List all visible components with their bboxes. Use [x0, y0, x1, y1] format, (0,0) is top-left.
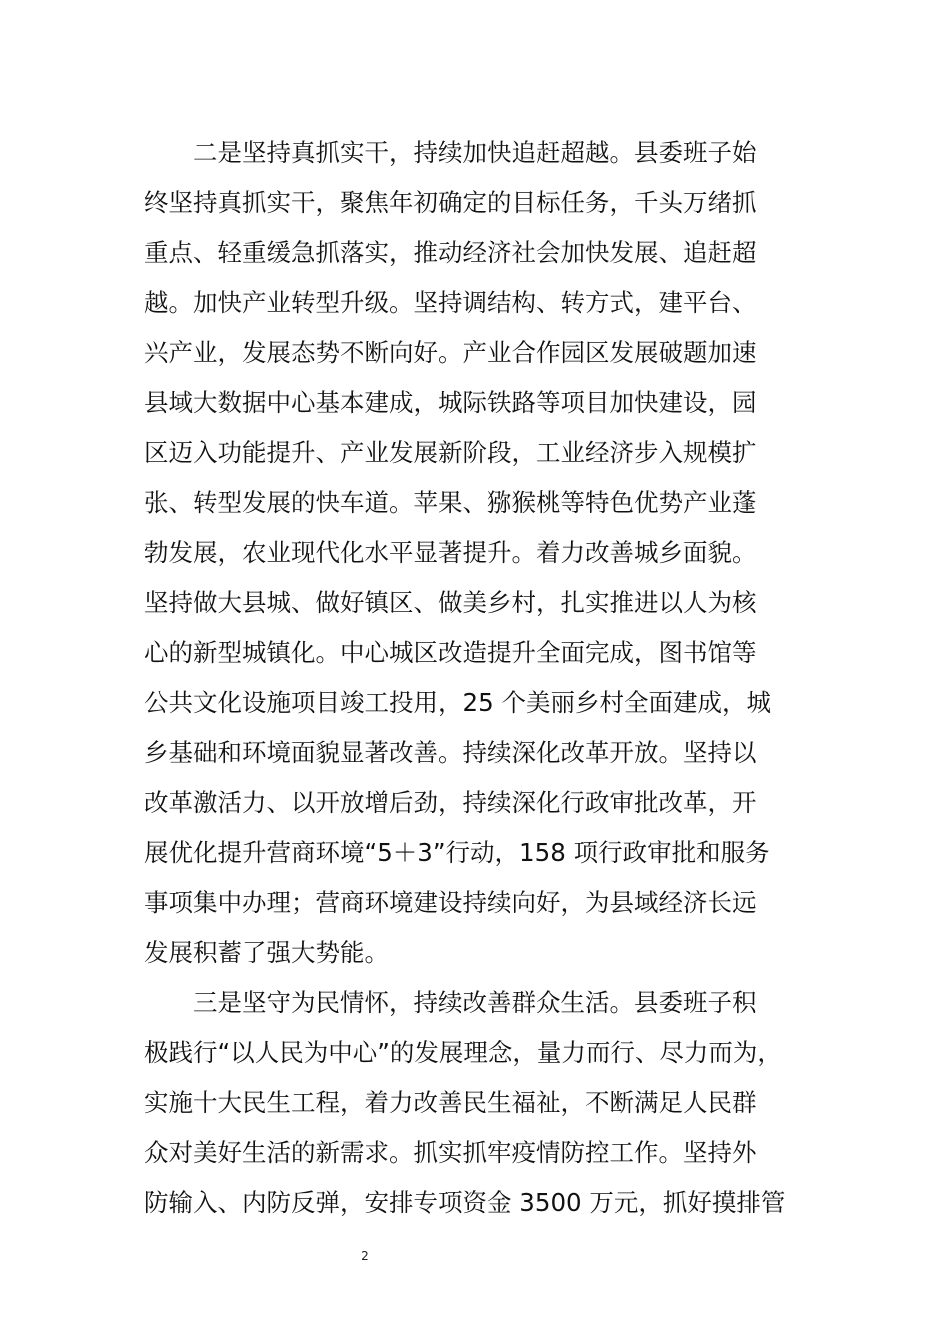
- paragraph-1-line-6: 县域大数据中心基本建成，城际铁路等项目加快建设，园: [144, 388, 757, 417]
- paragraph-1-line-2: 终坚持真抓实干，聚焦年初确定的目标任务，千头万绪抓: [144, 188, 757, 217]
- paragraph-1-line-17: 发展积蓄了强大势能。: [144, 938, 389, 967]
- paragraph-2-line-4: 众对美好生活的新需求。抓实抓牢疫情防控工作。坚持外: [144, 1138, 757, 1167]
- paragraph-2-line-5: 防输入、内防反弹，安排专项资金 3500 万元，抓好摸排管: [144, 1188, 786, 1217]
- page-number: 2: [361, 1249, 369, 1263]
- paragraph-2-line-2: 极践行“以人民为中心”的发展理念，量力而行、尽力而为，: [144, 1038, 782, 1067]
- paragraph-1-line-11: 心的新型城镇化。中心城区改造提升全面完成，图书馆等: [144, 638, 757, 667]
- paragraph-1-line-14: 改革激活力、以开放增后劲，持续深化行政审批改革，开: [144, 788, 757, 817]
- paragraph-1-line-9: 勃发展，农业现代化水平显著提升。着力改善城乡面貌。: [144, 538, 757, 567]
- paragraph-1-line-12: 公共文化设施项目竣工投用，25 个美丽乡村全面建成，城: [144, 688, 771, 717]
- paragraph-1-line-4: 越。加快产业转型升级。坚持调结构、转方式，建平台、: [144, 288, 757, 317]
- paragraph-1-line-3: 重点、轻重缓急抓落实，推动经济社会加快发展、追赶超: [144, 238, 757, 267]
- paragraph-1-line-1: 二是坚持真抓实干，持续加快追赶超越。县委班子始: [193, 138, 757, 167]
- paragraph-2-line-3: 实施十大民生工程，着力改善民生福祉，不断满足人民群: [144, 1088, 757, 1117]
- paragraph-1-line-16: 事项集中办理；营商环境建设持续向好，为县域经济长远: [144, 888, 757, 917]
- paragraph-2-line-1: 三是坚守为民情怀，持续改善群众生活。县委班子积: [193, 988, 757, 1017]
- paragraph-1-line-7: 区迈入功能提升、产业发展新阶段，工业经济步入规模扩: [144, 438, 757, 467]
- paragraph-1-line-10: 坚持做大县城、做好镇区、做美乡村，扎实推进以人为核: [144, 588, 757, 617]
- paragraph-1-line-13: 乡基础和环境面貌显著改善。持续深化改革开放。坚持以: [144, 738, 757, 767]
- paragraph-1-line-8: 张、转型发展的快车道。苹果、猕猴桃等特色优势产业蓬: [144, 488, 757, 517]
- paragraph-1-line-5: 兴产业，发展态势不断向好。产业合作园区发展破题加速: [144, 338, 757, 367]
- paragraph-1-line-15: 展优化提升营商环境“5＋3”行动，158 项行政审批和服务: [144, 838, 770, 867]
